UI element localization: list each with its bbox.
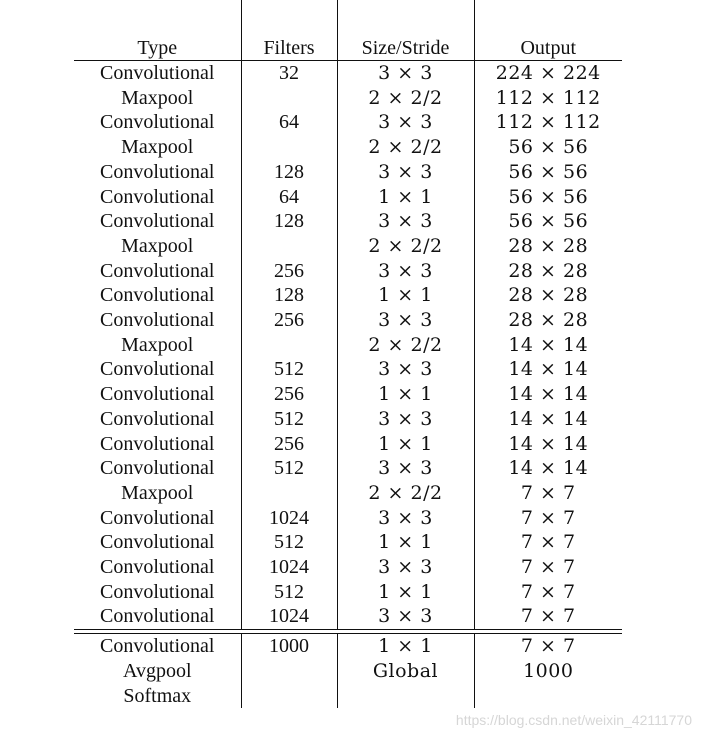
cell-size-stride: 1 × 1 bbox=[337, 382, 474, 407]
cell-output: 56 × 56 bbox=[474, 185, 622, 210]
cell-size-stride: 3 × 3 bbox=[337, 160, 474, 185]
cell-filters: 512 bbox=[241, 530, 337, 555]
cell-output: 14 × 14 bbox=[474, 456, 622, 481]
cell-size-stride: 1 × 1 bbox=[337, 432, 474, 457]
table-row bbox=[74, 110, 622, 135]
cell-filters bbox=[241, 684, 337, 709]
header-output: Output bbox=[474, 0, 622, 61]
header-filters: Filters bbox=[241, 0, 337, 61]
cell-size-stride: 2 × 2/2 bbox=[337, 333, 474, 358]
cell-output: 28 × 28 bbox=[474, 234, 622, 259]
cell-type: Convolutional bbox=[100, 284, 215, 307]
cell-output bbox=[474, 684, 622, 709]
cell-filters: 512 bbox=[241, 357, 337, 382]
table-footer bbox=[74, 630, 622, 709]
cell-filters: 512 bbox=[241, 407, 337, 432]
cell-filters bbox=[241, 481, 337, 506]
cell-output: 14 × 14 bbox=[474, 382, 622, 407]
table-row bbox=[74, 580, 622, 605]
cell-size-stride: 3 × 3 bbox=[337, 506, 474, 531]
cell-filters: 1024 bbox=[241, 604, 337, 629]
cell-output: 7 × 7 bbox=[474, 634, 622, 659]
cell-type: Convolutional bbox=[100, 531, 215, 554]
table-body bbox=[74, 61, 622, 630]
cell-output: 28 × 28 bbox=[474, 283, 622, 308]
cell-output: 7 × 7 bbox=[474, 530, 622, 555]
cell-size-stride: 3 × 3 bbox=[337, 259, 474, 284]
table-row bbox=[74, 530, 622, 555]
cell-output: 7 × 7 bbox=[474, 506, 622, 531]
table-row bbox=[74, 481, 622, 506]
table-row bbox=[74, 283, 622, 308]
cell-output: 28 × 28 bbox=[474, 308, 622, 333]
cell-output: 56 × 56 bbox=[474, 209, 622, 234]
cell-output: 7 × 7 bbox=[474, 604, 622, 629]
table-row bbox=[74, 407, 622, 432]
cell-filters: 1024 bbox=[241, 555, 337, 580]
cell-type: Maxpool bbox=[121, 86, 194, 109]
table-row bbox=[74, 604, 622, 629]
cell-size-stride: 1 × 1 bbox=[337, 530, 474, 555]
table-row bbox=[74, 86, 622, 111]
cell-type: Convolutional bbox=[100, 62, 215, 84]
header-type: Type bbox=[74, 0, 241, 61]
cell-type: Maxpool bbox=[121, 234, 194, 257]
cell-filters: 128 bbox=[241, 160, 337, 185]
cell-filters: 256 bbox=[241, 432, 337, 457]
cell-size-stride: 2 × 2/2 bbox=[337, 86, 474, 111]
cell-output: 14 × 14 bbox=[474, 407, 622, 432]
cell-size-stride: Global bbox=[337, 659, 474, 684]
header-row bbox=[74, 0, 622, 61]
cell-size-stride: 3 × 3 bbox=[337, 407, 474, 432]
cell-size-stride: 3 × 3 bbox=[337, 357, 474, 382]
cell-size-stride: 3 × 3 bbox=[337, 456, 474, 481]
table-row bbox=[74, 456, 622, 481]
cell-output: 7 × 7 bbox=[474, 580, 622, 605]
cell-type: Convolutional bbox=[100, 210, 215, 233]
table-row bbox=[74, 259, 622, 284]
cell-size-stride: 3 × 3 bbox=[337, 209, 474, 234]
table-row bbox=[74, 659, 622, 684]
cell-type: Maxpool bbox=[121, 481, 194, 504]
cell-output: 1000 bbox=[474, 659, 622, 684]
cell-size-stride: 3 × 3 bbox=[337, 110, 474, 135]
table-row bbox=[74, 209, 622, 234]
cell-filters: 512 bbox=[241, 456, 337, 481]
table-row bbox=[74, 333, 622, 358]
cell-type: Convolutional bbox=[100, 185, 215, 208]
cell-type: Convolutional bbox=[100, 635, 215, 658]
cell-size-stride: 3 × 3 bbox=[337, 308, 474, 333]
cell-filters bbox=[241, 86, 337, 111]
cell-output: 112 × 112 bbox=[474, 110, 622, 135]
cell-filters bbox=[241, 333, 337, 358]
cell-size-stride: 3 × 3 bbox=[337, 61, 474, 86]
cell-type: Convolutional bbox=[100, 358, 215, 381]
table-row bbox=[74, 357, 622, 382]
cell-output: 56 × 56 bbox=[474, 160, 622, 185]
cell-size-stride: 2 × 2/2 bbox=[337, 234, 474, 259]
cell-size-stride bbox=[337, 684, 474, 709]
table-row bbox=[74, 185, 622, 210]
cell-output: 14 × 14 bbox=[474, 333, 622, 358]
cell-filters: 256 bbox=[241, 259, 337, 284]
cell-type: Softmax bbox=[123, 684, 192, 707]
cell-size-stride: 1 × 1 bbox=[337, 634, 474, 659]
cell-size-stride: 1 × 1 bbox=[337, 185, 474, 210]
table-row bbox=[74, 555, 622, 580]
cell-filters: 1000 bbox=[241, 634, 337, 659]
cell-output: 7 × 7 bbox=[474, 555, 622, 580]
cell-size-stride: 2 × 2/2 bbox=[337, 135, 474, 160]
cell-filters: 128 bbox=[241, 283, 337, 308]
cell-filters bbox=[241, 135, 337, 160]
architecture-table-container bbox=[74, 0, 622, 708]
cell-type: Convolutional bbox=[100, 432, 215, 455]
cell-filters: 32 bbox=[241, 61, 337, 86]
table-row bbox=[74, 308, 622, 333]
cell-type: Convolutional bbox=[100, 309, 215, 332]
cell-type: Convolutional bbox=[100, 457, 215, 480]
cell-type: Convolutional bbox=[100, 259, 215, 282]
cell-size-stride: 1 × 1 bbox=[337, 580, 474, 605]
cell-type: Convolutional bbox=[100, 407, 215, 430]
cell-filters: 128 bbox=[241, 209, 337, 234]
cell-output: 14 × 14 bbox=[474, 432, 622, 457]
cell-type: Convolutional bbox=[100, 160, 215, 183]
cell-type: Convolutional bbox=[100, 383, 215, 406]
cell-filters: 64 bbox=[241, 110, 337, 135]
cell-filters: 1024 bbox=[241, 506, 337, 531]
cell-output: 14 × 14 bbox=[474, 357, 622, 382]
table-row bbox=[74, 684, 622, 709]
header-size-stride: Size/Stride bbox=[337, 0, 474, 61]
cell-type: Convolutional bbox=[100, 111, 215, 134]
table-row bbox=[74, 234, 622, 259]
architecture-table bbox=[74, 0, 622, 708]
cell-type: Maxpool bbox=[121, 136, 194, 159]
table-row bbox=[74, 382, 622, 407]
cell-filters bbox=[241, 659, 337, 684]
cell-type: Convolutional bbox=[100, 605, 215, 628]
cell-output: 7 × 7 bbox=[474, 481, 622, 506]
table-row bbox=[74, 506, 622, 531]
cell-filters: 256 bbox=[241, 308, 337, 333]
cell-size-stride: 1 × 1 bbox=[337, 283, 474, 308]
cell-output: 56 × 56 bbox=[474, 135, 622, 160]
table-row bbox=[74, 135, 622, 160]
cell-filters: 512 bbox=[241, 580, 337, 605]
cell-output: 112 × 112 bbox=[474, 86, 622, 111]
cell-type: Convolutional bbox=[100, 506, 215, 529]
table-row bbox=[74, 432, 622, 457]
cell-size-stride: 3 × 3 bbox=[337, 555, 474, 580]
cell-filters bbox=[241, 234, 337, 259]
watermark: https://blog.csdn.net/weixin_42111770 bbox=[455, 712, 692, 728]
cell-filters: 256 bbox=[241, 382, 337, 407]
cell-type: Convolutional bbox=[100, 556, 215, 579]
cell-size-stride: 3 × 3 bbox=[337, 604, 474, 629]
cell-filters: 64 bbox=[241, 185, 337, 210]
cell-type: Maxpool bbox=[121, 333, 194, 356]
cell-type: Convolutional bbox=[100, 580, 215, 603]
cell-output: 224 × 224 bbox=[474, 61, 622, 86]
cell-type: Avgpool bbox=[122, 659, 192, 682]
table-row bbox=[74, 634, 622, 659]
table-row bbox=[74, 61, 622, 86]
cell-size-stride: 2 × 2/2 bbox=[337, 481, 474, 506]
table-row bbox=[74, 160, 622, 185]
cell-output: 28 × 28 bbox=[474, 259, 622, 284]
